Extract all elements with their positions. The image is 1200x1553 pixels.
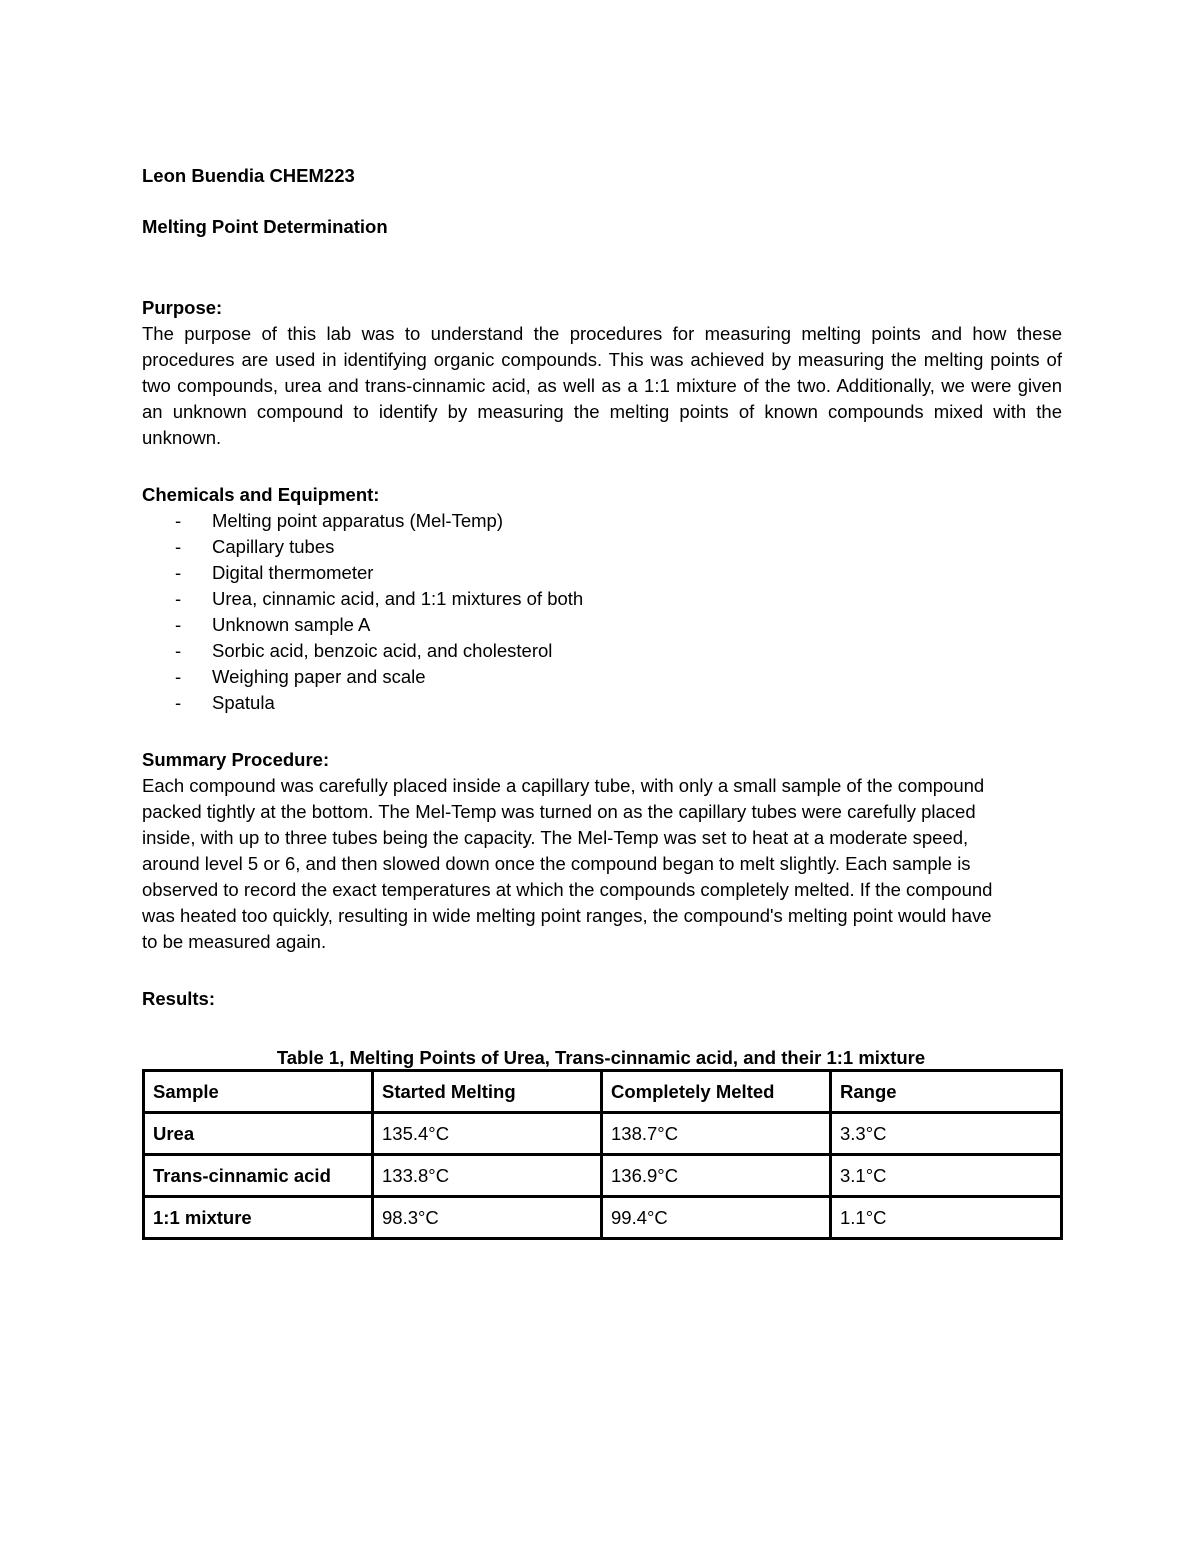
table-cell: 133.8°C [373,1155,602,1197]
table-cell: 99.4°C [602,1197,831,1239]
procedure-heading: Summary Procedure: [142,749,330,770]
purpose-paragraph: The purpose of this lab was to understand the procedures for measuring melting points and how these procedures are used in identifying organic compounds. This was achieved by measuring the melting points of two compounds, urea and trans-cinnamic acid, as well as a 1:1 mixture of the two. Additionally, we were given an unknown compound to identify by measuring the melting points of known compounds mixed with the unknown. [142,323,1062,448]
list-item-text: Urea, cinnamic acid, and 1:1 mixtures of both [212,588,584,609]
list-item [142,612,1062,638]
list-bullet: - [175,536,182,557]
list-bullet: - [175,588,182,609]
purpose-heading: Purpose: [142,297,223,318]
table-header-row [144,1071,1062,1113]
table-cell-sample: Trans-cinnamic acid [144,1155,373,1197]
procedure-line: was heated too quickly, resulting in wide melting point ranges, the compound's melting point would have [142,905,992,926]
list-bullet: - [175,666,182,687]
procedure-line: observed to record the exact temperatures at which the compounds completely melted. If the compound [142,879,993,900]
list-item [142,638,1062,664]
table-cell-sample: Urea [144,1113,373,1155]
equipment-list [142,508,1062,716]
list-item-text: Sorbic acid, benzoic acid, and cholesterol [212,640,553,661]
list-item [142,690,1062,716]
table-cell: 1.1°C [831,1197,1062,1239]
table-row [144,1113,1062,1155]
list-bullet: - [175,640,182,661]
list-item [142,586,1062,612]
procedure-line: Each compound was carefully placed inside a capillary tube, with only a small sample of the compound [142,775,985,796]
results-heading: Results: [142,988,215,1009]
list-item [142,534,1062,560]
list-item [142,560,1062,586]
column-header-range: Range [831,1071,1062,1113]
document-body [142,163,1062,1240]
table-row [144,1155,1062,1197]
table-caption: Table 1, Melting Points of Urea, Trans-cinnamic acid, and their 1:1 mixture [276,1047,926,1068]
procedure-line: inside, with up to three tubes being the capacity. The Mel-Temp was set to heat at a moderate speed, [142,827,969,848]
procedure-paragraph [142,773,1042,955]
list-bullet: - [175,692,182,713]
procedure-line: around level 5 or 6, and then slowed down once the compound began to melt slightly. Each sample is [142,853,971,874]
equipment-heading: Chemicals and Equipment: [142,484,380,505]
table-cell: 98.3°C [373,1197,602,1239]
column-header-sample: Sample [144,1071,373,1113]
table-cell: 138.7°C [602,1113,831,1155]
list-bullet: - [175,614,182,635]
list-item-text: Melting point apparatus (Mel-Temp) [212,510,503,531]
procedure-line: packed tightly at the bottom. The Mel-Temp was turned on as the capillary tubes were carefully placed [142,801,976,822]
column-header-started-melting: Started Melting [373,1071,602,1113]
document-title: Melting Point Determination [142,216,388,237]
list-bullet: - [175,510,182,531]
list-item [142,664,1062,690]
table-cell-sample: 1:1 mixture [144,1197,373,1239]
table-row [144,1197,1062,1239]
table-cell: 135.4°C [373,1113,602,1155]
list-item-text: Unknown sample A [212,614,371,635]
table-cell: 3.3°C [831,1113,1062,1155]
list-item-text: Weighing paper and scale [212,666,426,687]
column-header-completely-melted: Completely Melted [602,1071,831,1113]
results-table [142,1069,1063,1240]
list-item [142,508,1062,534]
list-item-text: Digital thermometer [212,562,374,583]
author-course: Leon Buendia CHEM223 [142,165,355,186]
procedure-line: to be measured again. [142,931,327,952]
list-bullet: - [175,562,182,583]
table-cell: 136.9°C [602,1155,831,1197]
table-cell: 3.1°C [831,1155,1062,1197]
list-item-text: Capillary tubes [212,536,335,557]
list-item-text: Spatula [212,692,275,713]
